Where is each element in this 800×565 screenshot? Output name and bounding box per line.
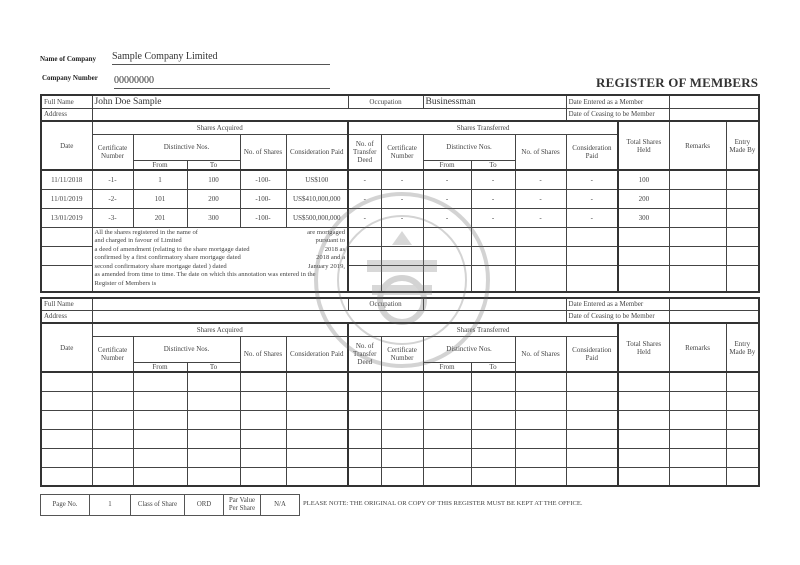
table-row — [41, 410, 759, 429]
cell[interactable] — [348, 265, 381, 292]
cell[interactable] — [423, 246, 471, 265]
cell[interactable] — [41, 429, 92, 448]
cell[interactable] — [618, 391, 669, 410]
transfer-from-header: From — [423, 362, 471, 372]
date-ceasing-field[interactable] — [669, 108, 759, 121]
cell[interactable] — [726, 246, 759, 265]
cell[interactable] — [726, 372, 759, 391]
company-number-label: Company Number — [42, 74, 98, 82]
cell[interactable] — [348, 391, 381, 410]
cell[interactable] — [515, 372, 566, 391]
company-number-field[interactable]: 00000000 — [114, 75, 330, 89]
cell[interactable] — [471, 448, 515, 467]
cell[interactable] — [133, 391, 187, 410]
full-name-label: Full Name — [41, 298, 92, 310]
transfer-certificate-header: Certificate Number — [381, 336, 423, 372]
distinctive-nos-header: Distinctive Nos. — [133, 336, 240, 362]
date-ceasing-label: Date of Ceasing to be Member — [566, 310, 669, 323]
cell[interactable] — [566, 448, 618, 467]
cell[interactable] — [381, 467, 423, 486]
row-transfer-from[interactable]: - — [423, 170, 471, 189]
cell[interactable] — [348, 372, 381, 391]
entry-made-by-header: Entry Made By — [726, 121, 759, 170]
cell[interactable] — [669, 391, 726, 410]
cell[interactable] — [726, 410, 759, 429]
cell[interactable] — [240, 372, 286, 391]
date-entered-field[interactable] — [669, 298, 759, 310]
cell[interactable] — [515, 448, 566, 467]
par-value-label: Par Value Per Share — [224, 495, 261, 516]
row-transfer-shares[interactable]: - — [515, 189, 566, 208]
cell[interactable] — [726, 448, 759, 467]
cell[interactable] — [348, 227, 381, 246]
row-consideration[interactable]: US$100 — [286, 170, 348, 189]
cell[interactable] — [423, 372, 471, 391]
table-row — [41, 208, 759, 227]
date-ceasing-field[interactable] — [669, 310, 759, 323]
row-date[interactable]: 11/01/2019 — [41, 189, 92, 208]
entry-made-by-header: Entry Made By — [726, 323, 759, 372]
cell[interactable] — [240, 467, 286, 486]
cell[interactable] — [566, 429, 618, 448]
cell[interactable] — [471, 429, 515, 448]
row-entry-by[interactable] — [726, 170, 759, 189]
row-date[interactable]: 13/01/2019 — [41, 208, 92, 227]
row-date[interactable] — [41, 265, 92, 292]
cell[interactable] — [381, 448, 423, 467]
full-name-field[interactable] — [92, 298, 348, 310]
date-ceasing-label: Date of Ceasing to be Member — [566, 108, 669, 121]
total-shares-header: Total Shares Held — [618, 323, 669, 372]
transfer-certificate-header: Certificate Number — [381, 134, 423, 170]
row-from[interactable]: 201 — [133, 208, 187, 227]
row-transfer-cert[interactable]: - — [381, 208, 423, 227]
transfer-consideration-header: Consideration Paid — [566, 336, 618, 372]
cell[interactable] — [187, 391, 240, 410]
date-entered-field[interactable] — [669, 95, 759, 108]
row-to[interactable]: 100 — [187, 170, 240, 189]
shares-transferred-header: Shares Transferred — [348, 121, 618, 134]
table-row — [41, 467, 759, 486]
row-date[interactable] — [41, 246, 92, 265]
transfer-deed-header: No. of Transfer Deed — [348, 134, 381, 170]
cell[interactable] — [286, 391, 348, 410]
cell[interactable] — [669, 246, 726, 265]
note-line: as amended from time to time. The date on which this annotation was entered in the — [94, 271, 316, 278]
cell[interactable] — [471, 265, 515, 292]
date-header: Date — [41, 323, 92, 372]
footer-info — [40, 494, 300, 516]
cell[interactable] — [133, 429, 187, 448]
row-date[interactable] — [41, 227, 92, 246]
address-field[interactable] — [92, 310, 566, 323]
cell[interactable] — [286, 448, 348, 467]
row-consideration[interactable]: US$500,000,000 — [286, 208, 348, 227]
note-line: Register of Members is — [94, 279, 157, 287]
cell[interactable] — [92, 467, 133, 486]
company-name-label: Name of Company — [40, 55, 96, 63]
from-header: From — [133, 362, 187, 372]
row-cert[interactable]: -2- — [92, 189, 133, 208]
table-row — [41, 227, 759, 246]
class-of-share-value: ORD — [185, 495, 224, 516]
table-row — [41, 189, 759, 208]
row-transfer-from[interactable]: - — [423, 208, 471, 227]
company-name-field[interactable]: Sample Company Limited — [112, 51, 330, 65]
to-header: To — [187, 160, 240, 170]
occupation-field[interactable] — [423, 298, 566, 310]
cell[interactable] — [471, 410, 515, 429]
page-no-label: Page No. — [41, 495, 90, 516]
cell[interactable] — [618, 467, 669, 486]
transfer-to-header: To — [471, 362, 515, 372]
occupation-label: Occupation — [348, 298, 423, 310]
row-transfer-to[interactable]: - — [471, 208, 515, 227]
note-line: All the shares registered in the name of are mortgaged — [94, 228, 346, 236]
cell[interactable] — [240, 391, 286, 410]
cell[interactable] — [348, 410, 381, 429]
row-transfer-to[interactable]: - — [471, 189, 515, 208]
row-shares[interactable]: -100- — [240, 170, 286, 189]
consideration-paid-header: Consideration Paid — [286, 336, 348, 372]
row-entry-by[interactable] — [726, 208, 759, 227]
cell[interactable] — [92, 372, 133, 391]
cell[interactable] — [187, 372, 240, 391]
row-cert[interactable]: -3- — [92, 208, 133, 227]
row-date[interactable]: 11/11/2018 — [41, 170, 92, 189]
cell[interactable] — [41, 448, 92, 467]
cell[interactable] — [515, 429, 566, 448]
cell[interactable] — [618, 265, 669, 292]
cell[interactable] — [286, 372, 348, 391]
row-shares[interactable]: -100- — [240, 208, 286, 227]
row-remarks[interactable] — [669, 170, 726, 189]
cell[interactable] — [187, 448, 240, 467]
transfer-to-header: To — [471, 160, 515, 170]
note-line: a deed of amendment (relating to the share mortgage dated 2018 as — [94, 245, 346, 253]
address-label: Address — [41, 310, 92, 323]
table-row — [41, 372, 759, 391]
cell[interactable] — [423, 467, 471, 486]
row-remarks[interactable] — [669, 208, 726, 227]
row-total[interactable]: 200 — [618, 189, 669, 208]
cell[interactable] — [423, 410, 471, 429]
class-of-share-label: Class of Share — [131, 495, 185, 516]
cell[interactable] — [240, 410, 286, 429]
address-field[interactable] — [92, 108, 566, 121]
note-line: and charged in favour of Limited pursuant to — [94, 237, 346, 244]
cell[interactable] — [381, 246, 423, 265]
transfer-from-header: From — [423, 160, 471, 170]
row-transfer-cert[interactable]: - — [381, 170, 423, 189]
cell[interactable] — [286, 410, 348, 429]
row-shares[interactable]: -100- — [240, 189, 286, 208]
mortgage-annotation — [92, 227, 348, 292]
footer-note: PLEASE NOTE: THE ORIGINAL OR COPY OF THIS REGISTER MUST BE KEPT AT THE OFFICE. — [303, 500, 583, 507]
cell[interactable] — [618, 227, 669, 246]
row-transfer-to[interactable]: - — [471, 170, 515, 189]
transfer-consideration-header: Consideration Paid — [566, 134, 618, 170]
row-transfer-deed[interactable]: - — [348, 208, 381, 227]
cell[interactable] — [187, 429, 240, 448]
cell[interactable] — [515, 265, 566, 292]
cell[interactable] — [566, 372, 618, 391]
consideration-paid-header: Consideration Paid — [286, 134, 348, 170]
cell[interactable] — [515, 227, 566, 246]
cell[interactable] — [566, 265, 618, 292]
cell[interactable] — [381, 372, 423, 391]
cell[interactable] — [471, 467, 515, 486]
cell[interactable] — [515, 391, 566, 410]
row-consideration[interactable]: US$410,000,000 — [286, 189, 348, 208]
cell[interactable] — [726, 391, 759, 410]
cell[interactable] — [669, 429, 726, 448]
cell[interactable] — [381, 227, 423, 246]
cell[interactable] — [187, 410, 240, 429]
no-of-shares-header: No. of Shares — [240, 336, 286, 372]
cell[interactable] — [471, 246, 515, 265]
occupation-field[interactable]: Businessman — [423, 95, 566, 108]
cell[interactable] — [133, 448, 187, 467]
cell[interactable] — [381, 410, 423, 429]
cell[interactable] — [471, 391, 515, 410]
transfer-deed-header: No. of Transfer Deed — [348, 336, 381, 372]
row-transfer-deed[interactable]: - — [348, 189, 381, 208]
row-to[interactable]: 300 — [187, 208, 240, 227]
transfer-distinctive-nos-header: Distinctive Nos. — [423, 134, 515, 160]
row-total[interactable]: 100 — [618, 170, 669, 189]
cell[interactable] — [240, 448, 286, 467]
cell[interactable] — [423, 227, 471, 246]
row-transfer-consideration[interactable]: - — [566, 189, 618, 208]
row-transfer-shares[interactable]: - — [515, 170, 566, 189]
cell[interactable] — [348, 467, 381, 486]
cell[interactable] — [240, 429, 286, 448]
cell[interactable] — [381, 391, 423, 410]
distinctive-nos-header: Distinctive Nos. — [133, 134, 240, 160]
no-of-shares-header: No. of Shares — [240, 134, 286, 170]
cell[interactable] — [515, 410, 566, 429]
cell[interactable] — [669, 448, 726, 467]
cell[interactable] — [471, 372, 515, 391]
cell[interactable] — [618, 246, 669, 265]
transfer-no-of-shares-header: No. of Shares — [515, 134, 566, 170]
cell[interactable] — [286, 429, 348, 448]
cell[interactable] — [286, 467, 348, 486]
transfer-no-of-shares-header: No. of Shares — [515, 336, 566, 372]
cell[interactable] — [726, 265, 759, 292]
cell[interactable] — [92, 410, 133, 429]
date-entered-label: Date Entered as a Member — [566, 298, 669, 310]
par-value-value: N/A — [261, 495, 300, 516]
transfer-distinctive-nos-header: Distinctive Nos. — [423, 336, 515, 362]
cell[interactable] — [726, 227, 759, 246]
cell[interactable] — [423, 391, 471, 410]
cell[interactable] — [423, 429, 471, 448]
cell[interactable] — [133, 410, 187, 429]
address-label: Address — [41, 108, 92, 121]
cell[interactable] — [566, 227, 618, 246]
cell[interactable] — [566, 410, 618, 429]
cell[interactable] — [41, 410, 92, 429]
cell[interactable] — [471, 227, 515, 246]
row-transfer-cert[interactable]: - — [381, 189, 423, 208]
cell[interactable] — [669, 265, 726, 292]
to-header: To — [187, 362, 240, 372]
table-row — [41, 448, 759, 467]
shares-transferred-header: Shares Transferred — [348, 323, 618, 336]
cell[interactable] — [669, 410, 726, 429]
cell[interactable] — [618, 372, 669, 391]
remarks-header: Remarks — [669, 121, 726, 170]
cell[interactable] — [669, 372, 726, 391]
cell[interactable] — [423, 265, 471, 292]
member-1-register — [40, 94, 760, 293]
full-name-field[interactable]: John Doe Sample — [92, 95, 348, 108]
row-transfer-consideration[interactable]: - — [566, 208, 618, 227]
shares-acquired-header: Shares Acquired — [92, 121, 348, 134]
cell[interactable] — [187, 467, 240, 486]
row-from[interactable]: 101 — [133, 189, 187, 208]
cell[interactable] — [669, 467, 726, 486]
note-line: second confirmatory share mortgage dated ) dated January 2019, — [94, 262, 346, 270]
row-remarks[interactable] — [669, 189, 726, 208]
row-to[interactable]: 200 — [187, 189, 240, 208]
cell[interactable] — [133, 372, 187, 391]
cell[interactable] — [41, 391, 92, 410]
cell[interactable] — [566, 391, 618, 410]
cell[interactable] — [618, 448, 669, 467]
cell[interactable] — [92, 429, 133, 448]
table-row — [41, 429, 759, 448]
page-no-value: 1 — [90, 495, 131, 516]
note-line: confirmed by a first confirmatory share mortgage dated 2018 and a — [94, 254, 346, 261]
table-row — [41, 170, 759, 189]
cell[interactable] — [726, 467, 759, 486]
occupation-label: Occupation — [348, 95, 423, 108]
row-transfer-consideration[interactable]: - — [566, 170, 618, 189]
cell[interactable] — [381, 265, 423, 292]
row-entry-by[interactable] — [726, 189, 759, 208]
date-entered-label: Date Entered as a Member — [566, 95, 669, 108]
cell[interactable] — [515, 467, 566, 486]
total-shares-header: Total Shares Held — [618, 121, 669, 170]
cell[interactable] — [41, 372, 92, 391]
cell[interactable] — [348, 448, 381, 467]
cell[interactable] — [515, 246, 566, 265]
row-from[interactable]: 1 — [133, 170, 187, 189]
cell[interactable] — [41, 467, 92, 486]
cell[interactable] — [669, 227, 726, 246]
cell[interactable] — [423, 448, 471, 467]
cell[interactable] — [133, 467, 187, 486]
cell[interactable] — [726, 429, 759, 448]
row-transfer-shares[interactable]: - — [515, 208, 566, 227]
shares-acquired-header: Shares Acquired — [92, 323, 348, 336]
cell[interactable] — [566, 246, 618, 265]
member-2-register — [40, 297, 760, 487]
row-transfer-from[interactable]: - — [423, 189, 471, 208]
cell[interactable] — [92, 448, 133, 467]
remarks-header: Remarks — [669, 323, 726, 372]
table-row — [41, 391, 759, 410]
certificate-number-header: Certificate Number — [92, 336, 133, 372]
cell[interactable] — [348, 429, 381, 448]
page-title: REGISTER OF MEMBERS — [596, 75, 759, 90]
cell[interactable] — [566, 467, 618, 486]
cell[interactable] — [381, 429, 423, 448]
date-header: Date — [41, 121, 92, 170]
row-transfer-deed[interactable]: - — [348, 170, 381, 189]
row-total[interactable]: 300 — [618, 208, 669, 227]
cell[interactable] — [348, 246, 381, 265]
row-cert[interactable]: -1- — [92, 170, 133, 189]
full-name-label: Full Name — [41, 95, 92, 108]
from-header: From — [133, 160, 187, 170]
certificate-number-header: Certificate Number — [92, 134, 133, 170]
cell[interactable] — [618, 429, 669, 448]
cell[interactable] — [618, 410, 669, 429]
cell[interactable] — [92, 391, 133, 410]
